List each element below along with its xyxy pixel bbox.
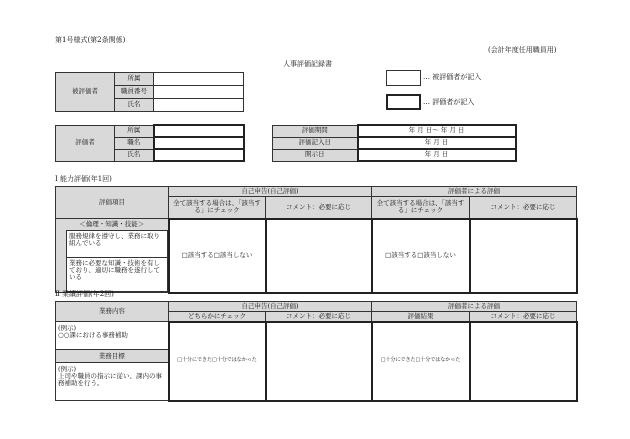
performance-self-comment[interactable] xyxy=(266,322,372,401)
performance-content-example: (例示) ○○課における事務補助 xyxy=(58,324,128,340)
section2-heading: Ⅱ 業績評価(年2回) xyxy=(55,290,114,298)
ability-item-header: 評価項目 xyxy=(56,187,169,219)
evaluator-field-name: 氏名 xyxy=(115,149,154,161)
evaluator-dept-input[interactable] xyxy=(154,125,244,137)
evaluatee-number-input[interactable] xyxy=(154,86,244,99)
disclosure-date-value[interactable]: 年 月 日 xyxy=(358,149,516,161)
evaluator-field-title: 職名 xyxy=(115,137,154,149)
evaluator-table xyxy=(55,124,245,162)
legend-evaluator-box xyxy=(386,94,421,110)
ability-eval-comment[interactable] xyxy=(470,219,577,293)
ability-items-cell xyxy=(56,219,169,293)
form-number: 第1号様式(第2条関係) xyxy=(55,36,126,44)
evaluator-name-input[interactable] xyxy=(154,149,244,161)
performance-content-cell xyxy=(56,322,169,401)
performance-self-comment-header: コメント：必要に応じ xyxy=(266,312,372,322)
fiscal-note: (会計年度任用職員用) xyxy=(488,46,557,54)
legend-evaluatee-text: … 被評価者が記入 xyxy=(423,73,482,81)
performance-eval-result[interactable]: □十分にできた□十分ではなかった xyxy=(372,322,470,401)
evaluatee-field-number: 職員番号 xyxy=(115,86,154,99)
performance-self-check[interactable]: □十分にできた□十分ではなかった xyxy=(169,322,266,401)
performance-eval-header: 評価者による評価 xyxy=(372,302,577,312)
ability-self-header: 自己申告(自己評価) xyxy=(169,187,372,197)
ability-eval-header: 評価者による評価 xyxy=(372,187,577,197)
ability-item-2: 業務に必要な知識・技術を有しており、適切に職務を遂行している xyxy=(66,258,168,292)
ability-category: ＜倫理・知識・技能＞ xyxy=(79,220,145,228)
evaluatee-table xyxy=(55,72,244,112)
performance-result-header: 評価結果 xyxy=(372,312,470,322)
ability-self-comment-header: コメント：必要に応じ xyxy=(266,197,372,219)
evaluatee-name-input[interactable] xyxy=(154,99,244,112)
ability-eval-comment-header: コメント：必要に応じ xyxy=(470,197,577,219)
ability-self-comment[interactable] xyxy=(266,219,372,293)
disclosure-date-label: 開示日 xyxy=(273,149,358,161)
performance-eval-comment-header: コメント：必要に応じ xyxy=(470,312,577,322)
evaluator-field-dept: 所属 xyxy=(115,125,154,137)
performance-eval-comment[interactable] xyxy=(470,322,577,401)
legend-evaluatee-box xyxy=(386,70,421,86)
performance-self-header: 自己申告(自己評価) xyxy=(169,302,372,312)
performance-goal-example: (例示) 上司や職員の指示に従い、課内の事務補助を行う。 xyxy=(58,365,162,388)
dates-table xyxy=(272,124,517,162)
evaluatee-field-name: 氏名 xyxy=(115,99,154,112)
page-title: 人事評価記録書 xyxy=(283,60,332,68)
performance-content-header: 業務内容 xyxy=(56,302,169,322)
entry-date-value[interactable]: 年 月 日 xyxy=(358,137,516,149)
legend-evaluator-text: … 評価者が記入 xyxy=(423,98,475,106)
evaluator-title-input[interactable] xyxy=(154,137,244,149)
evaluator-label: 評価者 xyxy=(56,125,115,161)
period-value[interactable]: 年 月 日～ 年 月 日 xyxy=(358,125,516,137)
ability-eval-check[interactable]: □該当する□該当しない xyxy=(372,219,470,293)
evaluatee-field-dept: 所属 xyxy=(115,73,154,86)
performance-self-check-header: どちらかにチェック xyxy=(169,312,266,322)
performance-goal-header: 業務目標 xyxy=(56,349,168,363)
evaluatee-label: 被評価者 xyxy=(56,73,115,112)
period-label: 評価期間 xyxy=(273,125,358,137)
ability-self-check-header: 全て該当する場合は、「該当する」にチェック xyxy=(169,197,266,219)
entry-date-label: 評価記入日 xyxy=(273,137,358,149)
performance-evaluation-table xyxy=(55,301,578,402)
ability-item-1: 服務規律を遵守し、業務に取り組んでいる xyxy=(66,230,168,258)
evaluatee-dept-input[interactable] xyxy=(154,73,244,86)
ability-eval-check-header: 全て該当する場合は、「該当する」にチェック xyxy=(372,197,470,219)
section1-heading: Ⅰ 能力評価(年1回) xyxy=(55,175,112,183)
ability-evaluation-table xyxy=(55,186,578,294)
ability-self-check[interactable]: □該当する□該当しない xyxy=(169,219,266,293)
